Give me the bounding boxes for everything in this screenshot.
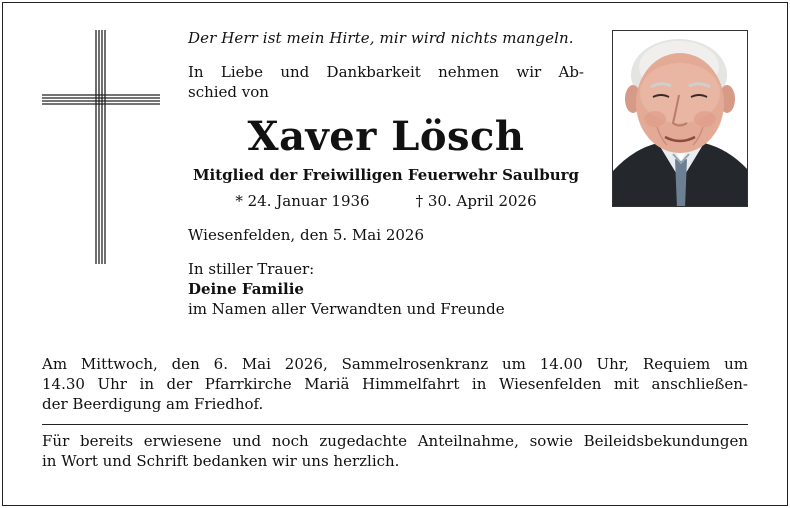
mourners-extra: im Namen aller Verwandten und Freunde <box>188 300 505 318</box>
cross-icon <box>42 28 162 266</box>
service-line: 14.30 Uhr in der Pfarrkirche Mariä Himmelfahrt in Wiesenfelden mit anschließen- <box>42 375 748 393</box>
portrait-illustration <box>613 31 748 207</box>
death-date: † 30. April 2026 <box>415 192 537 210</box>
place-date: Wiesenfelden, den 5. Mai 2026 <box>188 226 424 244</box>
intro-line: In Liebe und Dankbarkeit nehmen wir Ab- <box>188 63 584 81</box>
birth-date: * 24. Januar 1936 <box>235 192 370 210</box>
portrait-photo <box>612 30 748 207</box>
thanks-line: in Wort und Schrift bedanken wir uns herzlich. <box>42 452 400 470</box>
service-line: Am Mittwoch, den 6. Mai 2026, Sammelrosenkranz um 14.00 Uhr, Requiem um <box>42 355 748 373</box>
motto: Der Herr ist mein Hirte, mir wird nichts mangeln. <box>188 29 574 47</box>
thanks-line: Für bereits erwiesene und noch zugedachte Anteilnahme, sowie Beileidsbekundungen <box>42 432 748 450</box>
divider <box>42 424 748 425</box>
thanks-note <box>42 431 748 471</box>
deceased-name: Xaver Lösch <box>247 113 525 160</box>
life-dates <box>188 191 584 211</box>
service-details <box>42 354 748 414</box>
service-line: der Beerdigung am Friedhof. <box>42 395 264 413</box>
deceased-role: Mitglied der Freiwilligen Feuerwehr Saulburg <box>192 166 580 184</box>
notice-text-column <box>188 28 584 319</box>
intro-text <box>188 62 584 102</box>
mourners: Deine Familie <box>188 280 304 298</box>
intro-line: schied von <box>188 83 269 101</box>
mourning-label: In stiller Trauer: <box>188 260 315 278</box>
